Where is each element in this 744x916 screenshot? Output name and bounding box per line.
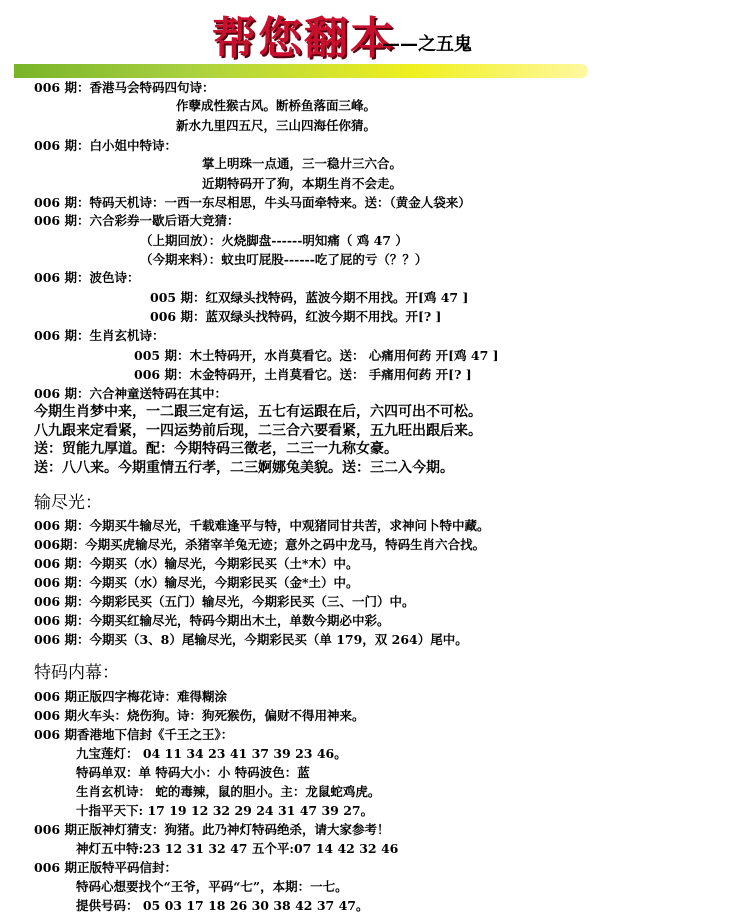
text-line: 八九跟来定看紧，一四运势前后现，二三合六要看紧，五九旺出跟后来。 [34, 423, 482, 439]
text-line: 近期特码开了狗，本期生肖不会走。 [202, 176, 403, 191]
text-line: 006 期：今期彩民买（五门）输尽光，今期彩民买（三、一门）中。 [34, 594, 415, 609]
text-line: （今期来料）：蚊虫叮屁股------吃了屁的亏（？？） [140, 252, 428, 267]
text-line: 掌上明珠一点通，三一稳廾三六合。 [202, 156, 403, 171]
section-heading: 输尽光： [34, 493, 102, 513]
page-title: 帮您翻本 [212, 13, 396, 64]
text-line: 006 期：蓝双绿头找特码，红波今期不用找。开[? ] [150, 309, 442, 324]
text-line: （上期回放）：火烧脚盘------明知痛（ 鸡 47 ） [140, 233, 408, 248]
text-line: 006 期：木金特码开，土肖莫看它。送： 手痛用何药 开[? ] [134, 367, 472, 382]
text-line: 特码单双：单 特码大小：小 特码波色：蓝 [76, 765, 310, 780]
text-line: 006 期火车头：烧伤狗。诗：狗死猴伤，偏财不得用神来。 [34, 708, 365, 723]
text-line: 提供号码： 05 03 17 18 26 30 38 42 37 47。 [76, 898, 369, 913]
text-line: 006 期正版四字梅花诗：难得糊涂 [34, 689, 227, 704]
text-line: 新水九里四五尺，三山四海任你猜。 [176, 118, 377, 133]
text-line: 006 期香港地下信封《千王之王》： [34, 727, 234, 742]
text-line: 006 期：六合彩券一歇后语大竞猜： [34, 213, 240, 228]
text-line: 九宝莲灯： 04 11 34 23 41 37 39 23 46。 [76, 746, 347, 761]
text-line: 006 期：波色诗： [34, 270, 140, 285]
text-line: 006 期：今期买牛输尽光，千载难逢平与特，中观猪同甘共苦，求神问卜特中藏。 [34, 518, 490, 533]
text-line: 今期生肖梦中来，一二跟三定有运，五七有运跟在后，六四可出不可松。 [34, 404, 482, 420]
text-line: 006 期：今期买红输尽光，特码今期出木土，单数今期必中彩。 [34, 613, 390, 628]
text-line: 005 期：木土特码开，水肖莫看它。送： 心痛用何药 开[鸡 47 ] [134, 348, 499, 363]
text-line: 005 期：红双绿头找特码，蓝波今期不用找。开[鸡 47 ] [150, 290, 469, 305]
text-line: 006 期：白小姐中特诗： [34, 138, 177, 153]
text-line: 神灯五中特:23 12 31 32 47 五个平:07 14 42 32 46 [76, 841, 399, 856]
text-line: 送：八八来。今期重情五行孝，二三婀娜兔美貌。送：三二入今期。 [34, 460, 454, 476]
header-banner [0, 0, 744, 80]
text-line: 006 期正版神灯猜支：狗猪。此乃神灯特码绝杀，请大家参考！ [34, 822, 390, 837]
text-line: 十指平天下: 17 19 12 32 29 24 31 47 39 27。 [76, 803, 374, 818]
text-line: 送：贸能九厚道。配：今期特码三徵老，二三一九称女豪。 [34, 441, 398, 457]
text-line: 特码心想要找个“王爷，平码“七”，本期：一七。 [76, 879, 348, 894]
text-line: 006期：今期买虎输尽光，杀猪宰羊兔无迹；意外之码中龙马，特码生肖六合找。 [34, 537, 486, 552]
text-line: 006 期：六合神童送特码在其中： [34, 386, 227, 401]
text-line: 006 期：今期买（水）输尽光，今期彩民买（土*木）中。 [34, 556, 359, 571]
page-subtitle: ——之五鬼 [382, 34, 472, 55]
text-line: 006 期：今期买（水）输尽光，今期彩民买（金*土）中。 [34, 575, 359, 590]
text-line: 006 期：香港马会特码四句诗： [34, 80, 215, 95]
text-line: 006 期：特码天机诗：一西一东尽相思，牛头马面牵特来。送：（黄金人袋来） [34, 195, 471, 210]
text-line: 006 期：生肖玄机诗： [34, 328, 165, 343]
text-line: 006 期：今期买（3、8）尾输尽光，今期彩民买（单 179，双 264）尾中。 [34, 632, 468, 647]
section-heading: 特码内幕： [34, 663, 119, 683]
text-line: 作孽成性猴古风。断桥鱼落面三峰。 [176, 98, 377, 113]
text-line: 006 期正版特平码信封： [34, 860, 177, 875]
decorative-gradient-bar [14, 64, 588, 78]
text-line: 生肖玄机诗： 蛇的毒辣，鼠的胆小。主：龙鼠蛇鸡虎。 [76, 784, 381, 799]
